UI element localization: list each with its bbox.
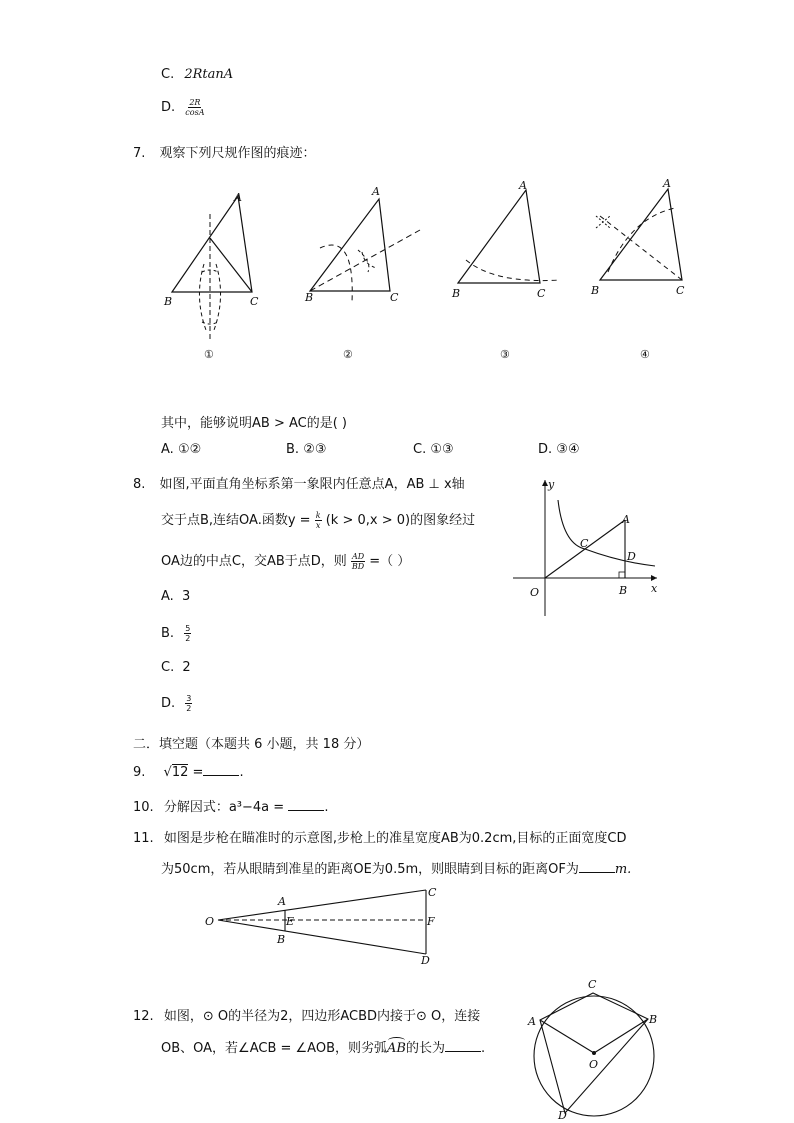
question-number: 7. [133, 146, 146, 161]
fig2-label-b: B [305, 291, 314, 304]
q11-label-c: C [428, 886, 437, 899]
question-text: 观察下列尺规作图的痕迹： [159, 146, 316, 161]
q11-diagram [200, 882, 445, 967]
q12-label-a: A [528, 1015, 536, 1028]
q8-option-d: D. $\frac{3}{2}$ [161, 694, 192, 713]
fig2-label-a: A [372, 185, 380, 198]
fig1-label-c: C [250, 295, 259, 308]
q11-line1: 11. 如图是步枪在瞄准时的示意图,步枪上的准星宽度AB为0.2cm,目标的正面宽度CD [133, 831, 627, 846]
q7-option-c: C. ①③ [413, 442, 454, 457]
answer-blank[interactable] [579, 862, 615, 873]
figure-3 [451, 179, 560, 361]
option-text: 2RtanA [184, 67, 234, 82]
fig4-label-b: B [591, 284, 600, 297]
fraction-numerator: 2R [189, 98, 201, 107]
fig4-tag: ④ [640, 348, 650, 361]
q8-option-a: A. 3 [161, 589, 191, 604]
q8-line1: 8. 如图,平面直角坐标系第一象限内任意点A，AB ⊥ x轴 [133, 477, 465, 492]
q9: 9. √12 = . [133, 765, 244, 780]
q8-option-b: B. $\frac{5}{2}$ [161, 624, 191, 643]
q8-option-c: C. 2 [161, 660, 191, 675]
q8-graph [505, 474, 665, 619]
graph-a-label: A [622, 513, 630, 526]
q12-line2: OB、OA，若∠ACB = ∠AOB，则劣弧AB 的长为 . [161, 1037, 485, 1056]
q11-label-d: D [421, 954, 430, 967]
graph-b-label: B [619, 584, 628, 597]
q11-line2: 为50cm，若从眼睛到准星的距离OE为0.5m，则眼睛到目标的距离OF为 m. [161, 862, 632, 877]
fig1-label-b: B [164, 295, 173, 308]
q12-diagram [520, 975, 670, 1123]
answer-blank[interactable] [203, 765, 239, 776]
q7-figures [150, 172, 710, 372]
q6-option-d [161, 98, 204, 117]
fraction-denominator: cosA [185, 108, 205, 117]
fig4-label-c: C [676, 284, 685, 297]
graph-x-label: x [651, 582, 658, 595]
option-fraction [185, 98, 204, 117]
q11-label-b: B [277, 933, 286, 946]
q12-label-d: D [558, 1109, 567, 1122]
section-2-title: 二．填空题（本题共 6 小题，共 18 分） [133, 737, 370, 752]
q6-option-c [161, 67, 233, 82]
figure-1 [163, 191, 259, 361]
figure-4 [590, 177, 685, 361]
q7-option-b: B. ②③ [286, 442, 327, 457]
option-label: D. [161, 100, 176, 115]
q7-question: 其中，能够说明AB > AC的是( ) [161, 416, 347, 431]
q10: 10. 分解因式：a³−4a = . [133, 800, 329, 815]
fig4-label-a: A [663, 177, 671, 190]
fig3-label-a: A [519, 179, 527, 192]
graph-y-label: y [548, 478, 555, 491]
figure-2 [304, 185, 420, 361]
q11-label-a: A [278, 895, 286, 908]
graph-d-label: D [627, 550, 636, 563]
q7-option-a: A. ①② [161, 442, 202, 457]
graph-c-label: C [580, 537, 589, 550]
q12-label-b: B [649, 1013, 658, 1026]
fig1-tag: ① [204, 348, 214, 361]
q12-label-o: O [589, 1058, 599, 1071]
q11-label-e: E [286, 915, 295, 928]
q7-option-d: D. ③④ [538, 442, 580, 457]
q12-line1: 12. 如图，⊙ O的半径为2，四边形ACBD内接于⊙ O，连接 [133, 1009, 481, 1024]
option-label: C. [161, 67, 175, 82]
fig3-tag: ③ [500, 348, 510, 361]
fig3-label-b: B [452, 287, 461, 300]
answer-blank[interactable] [445, 1041, 481, 1052]
q11-label-o: O [205, 915, 215, 928]
fig1-label-a: A [234, 191, 242, 204]
q8-line3: OA边的中点C，交AB于点D，则 $\frac{AD}{BD}$ =（ ） [161, 552, 411, 571]
q8-line2: 交于点B,连结OA.函数y = $\frac{k}{x}$ (k > 0,x > 0)的图象经过 [161, 511, 476, 530]
answer-blank[interactable] [288, 800, 324, 811]
fig2-label-c: C [390, 291, 399, 304]
graph-o-label: O [530, 586, 540, 599]
q11-label-f: F [427, 915, 435, 928]
q7-stem [133, 142, 316, 161]
fig3-label-c: C [537, 287, 546, 300]
q12-label-c: C [588, 978, 597, 991]
fig2-tag: ② [343, 348, 353, 361]
